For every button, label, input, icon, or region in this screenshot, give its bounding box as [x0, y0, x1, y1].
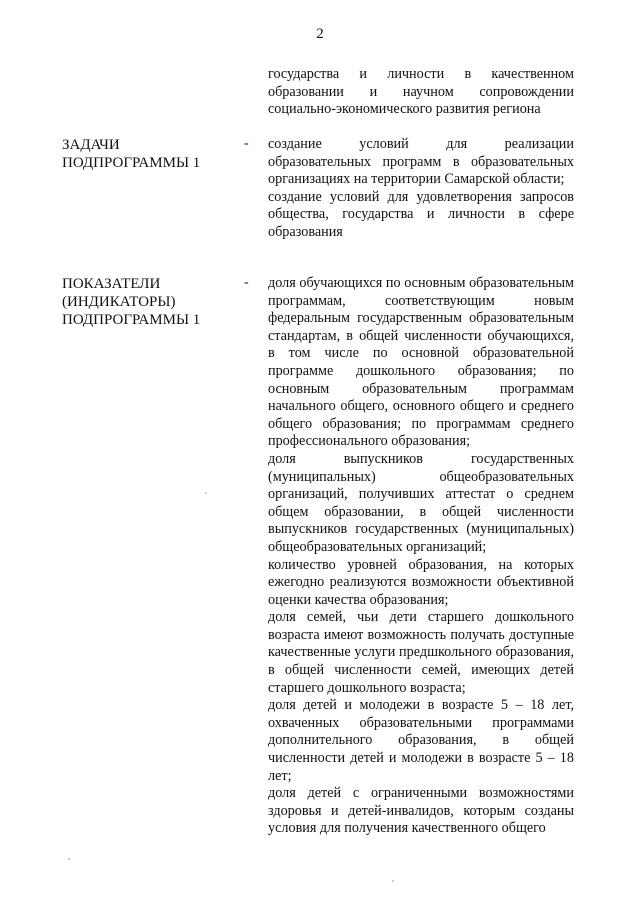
section-label-indicators — [62, 275, 237, 329]
content-paragraph: доля обучающихся по основным образовательным программам, соответствующим новым федеральным государственным образовательным стандартам, в общей численности обучающихся, в том числе по основной образовательной программе дошкольного образования; по основным образовательным программам начального общего, основного общего и среднего общего образования; по программам среднего профессионального образования; — [268, 275, 574, 450]
section-label-tasks — [62, 136, 237, 172]
content-paragraph: создание условий для реализации образовательных программ в образовательных организациях на территории Самарской области; — [268, 136, 574, 188]
continued-paragraph: государства и личности в качественном образовании и научном сопровождении социально-экономического развития региона — [268, 66, 574, 118]
label-line: ПОКАЗАТЕЛИ — [62, 276, 161, 292]
page-number: 2 — [316, 26, 324, 42]
section-dash: - — [244, 136, 249, 151]
content-paragraph: доля детей и молодежи в возрасте 5 – 18 лет, охваченных образовательными программами дополнительного образования, в общей численности детей и молодежи в возрасте 5 – 18 лет; — [268, 697, 574, 784]
continued-paragraph-block — [268, 66, 574, 119]
content-paragraph: доля семей, чьи дети старшего дошкольного возраста имеют возможность получать доступные качественные услуги предшкольного образования, в общей численности семей, имеющих детей старшего дошкольного возраста; — [268, 609, 574, 696]
label-line: ПОДПРОГРАММЫ 1 — [62, 312, 201, 328]
scan-speck — [68, 858, 70, 860]
content-paragraph: доля выпускников государственных (муниципальных) общеобразовательных организаций, получивших аттестат о среднем общем образовании, в общей численности выпускников государственных (муниципальных) общеобразовательных организаций; — [268, 450, 574, 555]
content-paragraph: количество уровней образования, на которых ежегодно реализуются возможности объективной оценки качества образования; — [268, 556, 574, 608]
label-line: ЗАДАЧИ — [62, 137, 120, 153]
label-line: ПОДПРОГРАММЫ 1 — [62, 155, 201, 171]
label-line: (ИНДИКАТОРЫ) — [62, 294, 176, 310]
section-content-tasks — [268, 136, 574, 242]
scan-speck — [205, 492, 207, 494]
content-paragraph: создание условий для удовлетворения запросов общества, государства и личности в сфере образования — [268, 188, 574, 240]
section-dash: - — [244, 275, 249, 290]
content-paragraph: доля детей с ограниченными возможностями здоровья и детей-инвалидов, которым созданы условия для получения качественного общего — [268, 785, 574, 837]
section-content-indicators — [268, 275, 574, 838]
scan-speck — [392, 880, 394, 882]
